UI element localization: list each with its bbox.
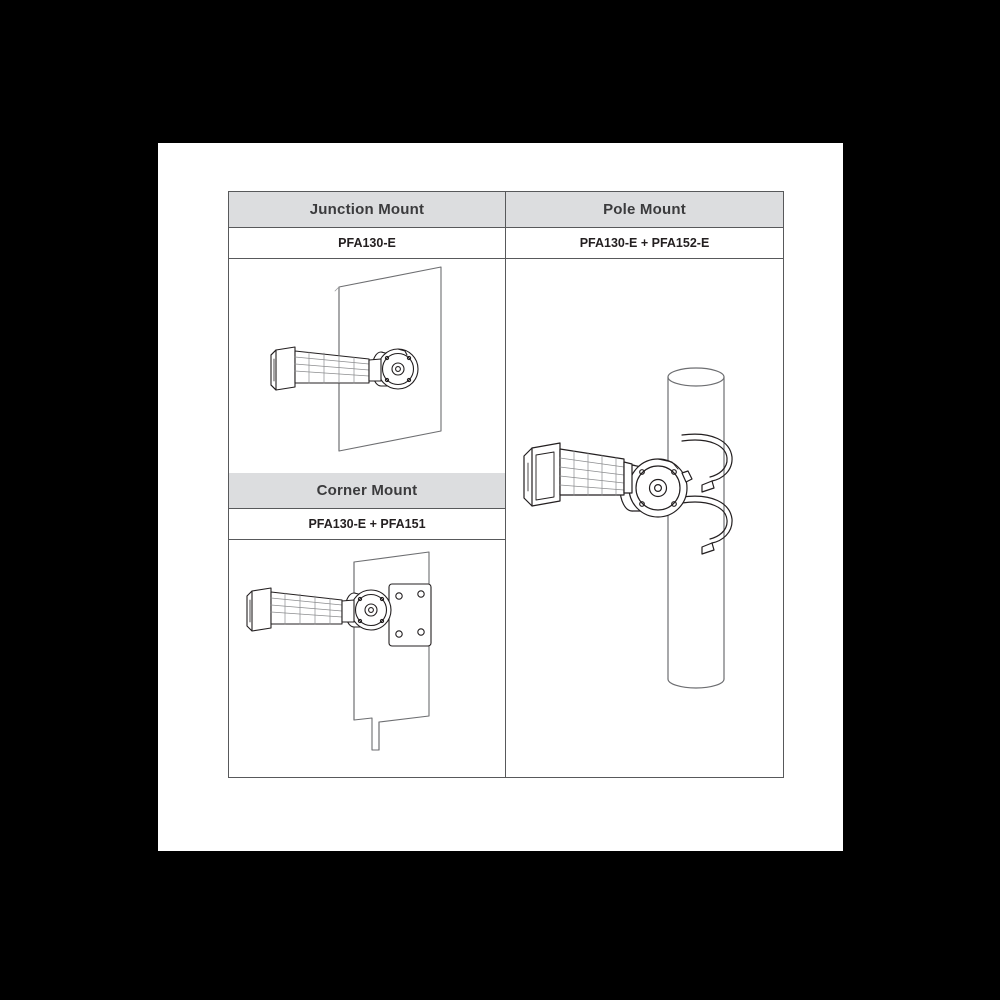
panel-corner-mount [229,473,505,777]
mount-options-table [228,191,784,778]
panel-title-pole-mount: Pole Mount [506,192,783,228]
right-column [506,192,783,777]
panel-junction-mount [229,192,505,473]
diagram-sheet [158,143,843,851]
panel-pole-mount [506,192,783,777]
bullet-camera-icon [247,588,354,631]
left-column [229,192,506,777]
panel-parts-corner-mount: PFA130-E + PFA151 [229,509,505,540]
corner-bracket-icon [354,552,431,750]
illustration-corner-mount [229,540,505,777]
panel-title-corner-mount: Corner Mount [229,473,505,509]
panel-parts-pole-mount: PFA130-E + PFA152-E [506,228,783,259]
bullet-camera-icon [524,443,632,506]
pole-icon [668,368,724,688]
illustration-pole-mount [506,259,783,777]
panel-parts-junction-mount: PFA130-E [229,228,505,259]
panel-title-junction-mount: Junction Mount [229,192,505,228]
illustration-junction-mount [229,259,505,473]
